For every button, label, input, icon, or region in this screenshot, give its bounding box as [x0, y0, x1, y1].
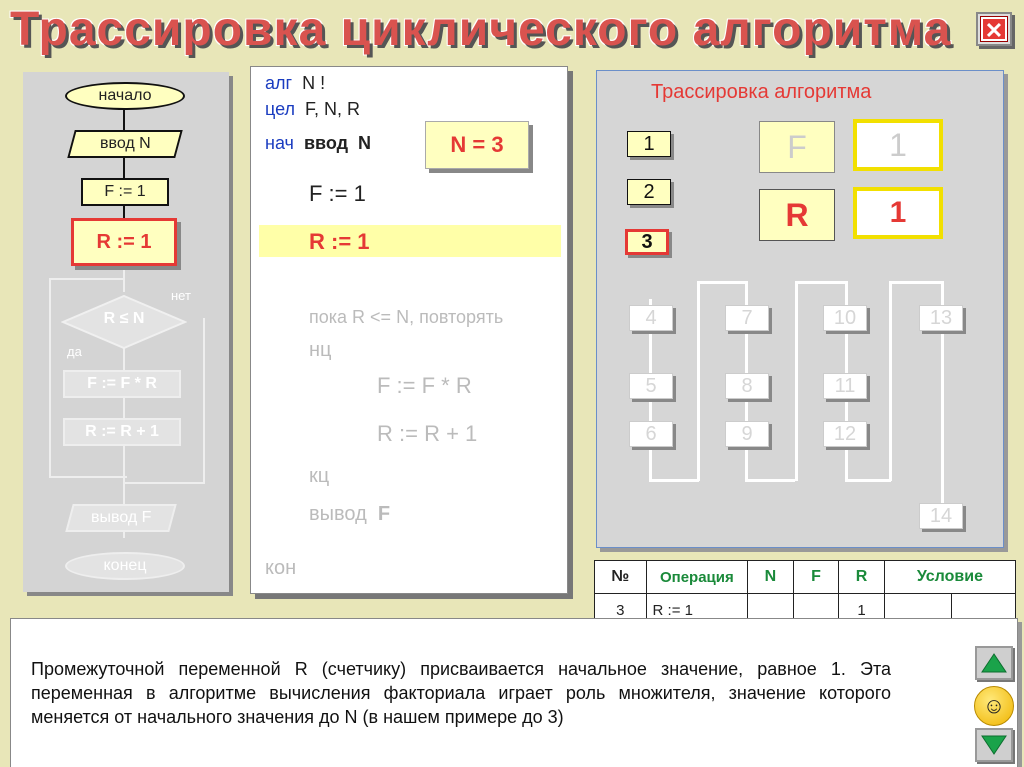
col-f: F	[793, 561, 839, 594]
trace-panel	[596, 70, 1004, 548]
flow-r-inc: R := R + 1	[63, 418, 181, 446]
trace-step-12[interactable]: 12	[823, 421, 867, 447]
code-line-alg: алг N !	[265, 73, 326, 93]
arrow-down-icon	[981, 735, 1007, 755]
var-f-label: F	[759, 121, 835, 173]
flow-output: вывод F	[65, 504, 177, 532]
close-icon: ✕	[981, 17, 1007, 41]
flow-f-mult: F := F * R	[63, 370, 181, 398]
cell-operation: R := 1	[646, 594, 748, 627]
code-panel	[250, 66, 568, 594]
var-r-value: 1	[853, 187, 943, 239]
var-f-value: 1	[853, 119, 943, 171]
code-line-cel: цел F, N, R	[265, 99, 361, 119]
code-line-kc: кц	[309, 465, 330, 487]
flow-no-label: нет	[171, 288, 191, 303]
trace-step-10[interactable]: 10	[823, 305, 867, 331]
col-n: N	[748, 561, 794, 594]
arrow-up-icon	[981, 653, 1007, 673]
col-condition: Условие	[884, 561, 1015, 594]
code-line-r-inc: R := R + 1	[377, 421, 478, 446]
smiley-help-icon[interactable]: ☺	[974, 686, 1014, 726]
prev-button[interactable]	[975, 646, 1013, 680]
trace-step-14[interactable]: 14	[919, 503, 963, 529]
table-header-row	[595, 561, 1016, 594]
trace-step-8[interactable]: 8	[725, 373, 769, 399]
n-value-badge: N = 3	[425, 121, 529, 169]
trace-step-3[interactable]: 3	[625, 229, 669, 255]
code-line-kon: кон	[265, 557, 297, 579]
trace-step-11[interactable]: 11	[823, 373, 867, 399]
code-line-nach: нач ввод N	[265, 133, 372, 153]
code-line-nc: нц	[309, 339, 332, 361]
code-line-while: пока R <= N, повторять	[309, 307, 504, 327]
col-r: R	[839, 561, 885, 594]
flow-start: начало	[65, 82, 185, 110]
code-highlight	[259, 225, 561, 257]
trace-table	[594, 560, 1016, 627]
flow-end: конец	[65, 552, 185, 580]
explanation-panel	[10, 618, 1018, 767]
cell-number: 3	[595, 594, 647, 627]
trace-step-1[interactable]: 1	[627, 131, 671, 157]
next-button[interactable]	[975, 728, 1013, 762]
explanation-text: Промежуточной переменной R (счетчику) присваивается начальное значение, равное 1. Эта переменная в алгоритме вычисления факториала играет роль множителя, значение которого меняется от начального значения до N (в нашем примере до 3)	[31, 659, 891, 727]
flow-condition: R ≤ N	[103, 310, 145, 327]
trace-step-7[interactable]: 7	[725, 305, 769, 331]
trace-step-13[interactable]: 13	[919, 305, 963, 331]
code-line-r-assign: R := 1	[309, 229, 370, 254]
col-operation: Операция	[646, 561, 748, 594]
cell-r: 1	[839, 594, 885, 627]
slide-title: Трассировка циклического алгоритма	[10, 3, 952, 56]
flow-yes-label: да	[67, 344, 82, 359]
code-line-f-mult: F := F * R	[377, 373, 472, 398]
col-number: №	[595, 561, 647, 594]
flowchart-panel	[23, 72, 229, 592]
trace-step-2[interactable]: 2	[627, 179, 671, 205]
code-line-f-assign: F := 1	[309, 181, 366, 206]
trace-step-4[interactable]: 4	[629, 305, 673, 331]
trace-step-5[interactable]: 5	[629, 373, 673, 399]
trace-step-9[interactable]: 9	[725, 421, 769, 447]
var-r-label: R	[759, 189, 835, 241]
close-button[interactable]	[976, 12, 1012, 46]
code-line-output: вывод F	[309, 503, 391, 525]
trace-header: Трассировка алгоритма	[651, 81, 872, 103]
flow-input: ввод N	[67, 130, 183, 158]
flow-f-assign: F := 1	[81, 178, 169, 206]
flow-r-assign: R := 1	[71, 218, 177, 266]
trace-step-6[interactable]: 6	[629, 421, 673, 447]
